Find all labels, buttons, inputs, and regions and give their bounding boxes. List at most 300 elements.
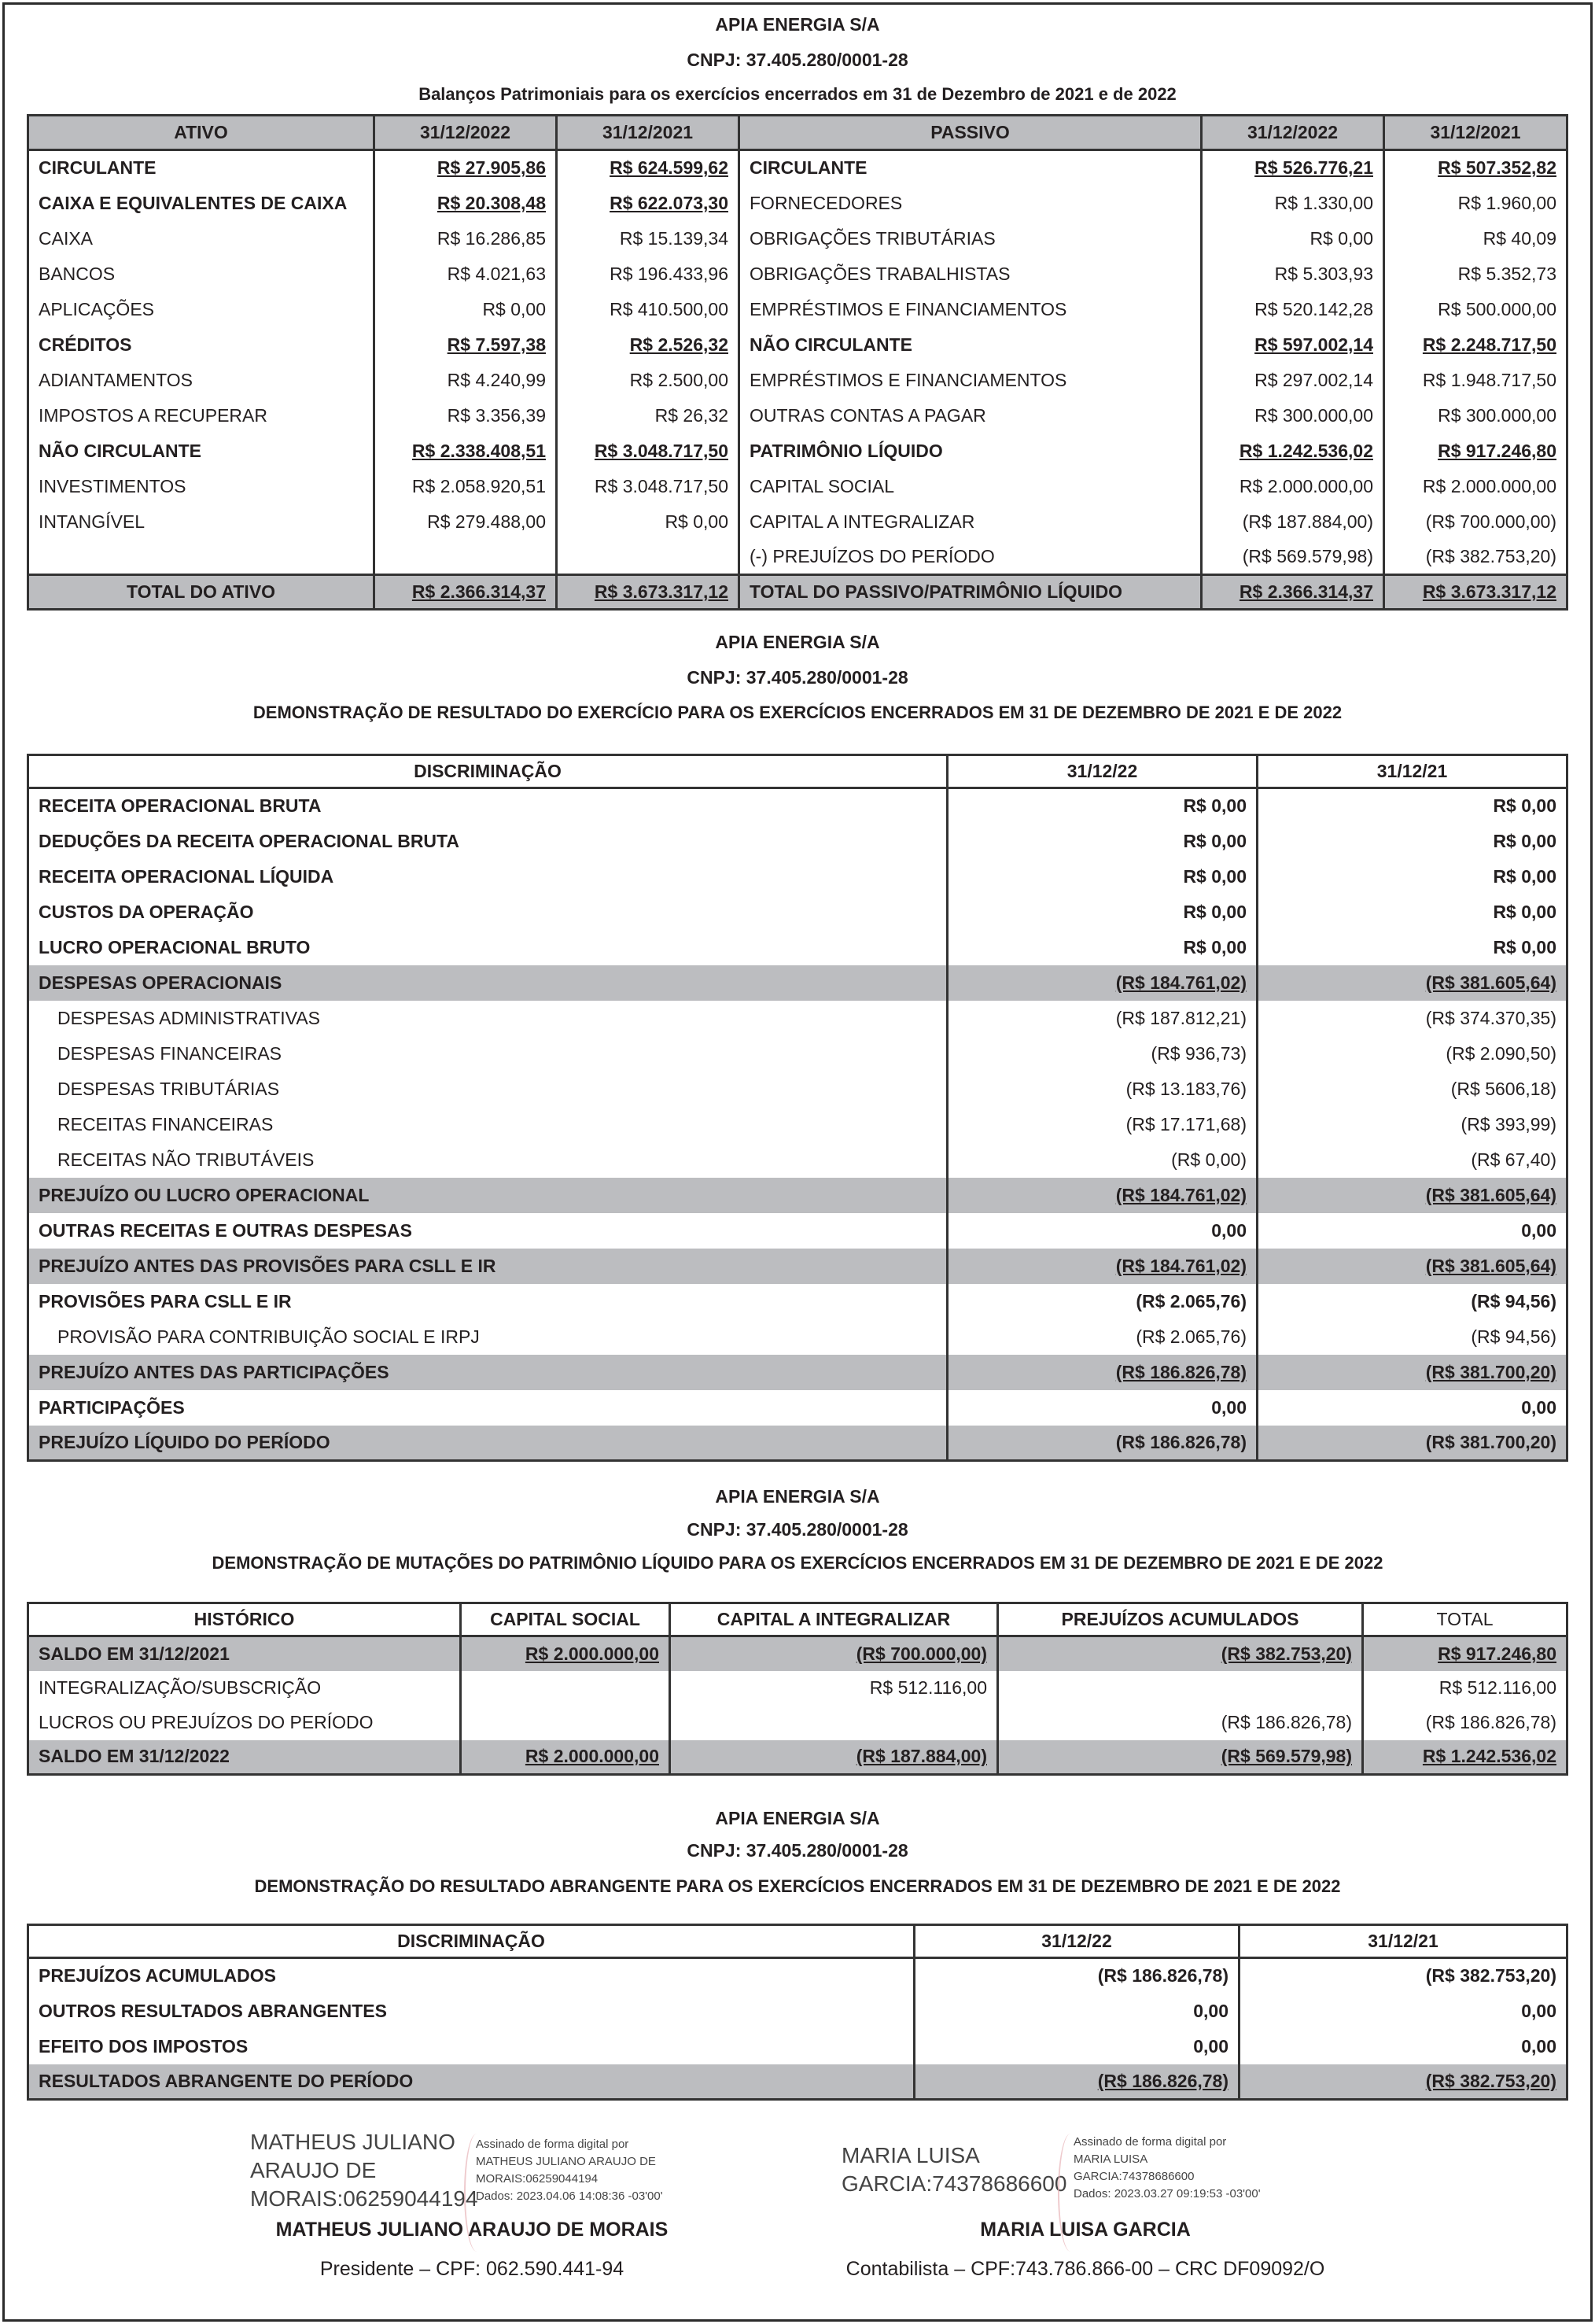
asset-label-text: CAIXA: [39, 227, 94, 249]
asset-label: [28, 398, 374, 433]
liability-label-text: PATRIMÔNIO LÍQUIDO: [750, 440, 943, 461]
asset-value-text: R$ 7.597,38: [447, 334, 546, 355]
asset-value: [557, 504, 739, 540]
company-name: APIA ENERGIA S/A: [715, 1486, 880, 1507]
value-2021-text: (R$ 382.753,20): [1425, 1965, 1556, 1986]
liability-label: [739, 398, 1202, 433]
liability-value-text: R$ 1.242.536,02: [1239, 440, 1373, 461]
column-header-text: ATIVO: [174, 122, 228, 142]
value-2021-text: (R$ 5606,18): [1450, 1078, 1556, 1099]
total-asset-value-text: R$ 3.673.317,12: [594, 581, 728, 602]
value-2022: [948, 1319, 1258, 1355]
table-row: [28, 186, 1567, 221]
asset-value-text: R$ 279.488,00: [427, 511, 546, 532]
asset-value: [557, 327, 739, 363]
value-cell: [461, 1636, 670, 1671]
value-2022-text: 0,00: [1211, 1396, 1247, 1418]
column-header: [1240, 1925, 1567, 1958]
total-asset-label: [28, 575, 374, 610]
liability-value: [1384, 363, 1567, 398]
asset-label-text: CRÉDITOS: [39, 334, 132, 355]
value-cell: [461, 1740, 670, 1775]
asset-label-text: CIRCULANTE: [39, 157, 157, 179]
asset-value-text: R$ 2.338.408,51: [411, 440, 546, 461]
value-2021-text: (R$ 381.605,64): [1425, 1184, 1556, 1205]
column-header: [1384, 116, 1567, 150]
asset-value: [374, 433, 557, 469]
row-label: [28, 1355, 948, 1390]
value-cell-text: R$ 512.116,00: [1438, 1677, 1556, 1698]
digital-signature-2: [842, 2141, 1066, 2198]
asset-value-text: R$ 622.073,30: [610, 192, 728, 213]
row-label-text: PREJUÍZO LÍQUIDO DO PERÍODO: [39, 1431, 330, 1452]
asset-value: [557, 186, 739, 221]
header-row: [28, 1925, 1567, 1958]
value-2021: [1258, 930, 1567, 965]
liability-value: [1384, 433, 1567, 469]
row-label: [28, 1001, 948, 1036]
column-header: [998, 1603, 1363, 1636]
cnpj: CNPJ: 37.405.280/0001-28: [687, 1519, 908, 1540]
total-asset-label-text: TOTAL DO ATIVO: [126, 581, 276, 602]
value-2022: [948, 1249, 1258, 1284]
company-name: APIA ENERGIA S/A: [715, 14, 880, 35]
asset-value-text: R$ 20.308,48: [437, 192, 546, 213]
balance-title: Balanços Patrimoniais para os exercícios encerrados em 31 de Dezembro de 2021 e de 2022: [418, 84, 1177, 104]
cnpj: CNPJ: 37.405.280/0001-28: [687, 1840, 908, 1861]
value-2021-text: R$ 0,00: [1493, 901, 1556, 922]
liability-value: [1202, 256, 1384, 292]
row-label: [28, 1958, 915, 1994]
table-row: [28, 504, 1567, 540]
dmpl-title: DEMONSTRAÇÃO DE MUTAÇÕES DO PATRIMÔNIO LÍQUIDO PARA OS EXERCÍCIOS ENCERRADOS EM 31 DE DEZEMBRO DE 2021 E DE 2022: [212, 1553, 1383, 1573]
digital-name-line: ARAUJO DE: [250, 2158, 377, 2182]
asset-value: [374, 327, 557, 363]
column-header: [28, 116, 374, 150]
column-header: [28, 1925, 915, 1958]
value-2021: [1258, 965, 1567, 1001]
sig-info: MATHEUS JULIANO ARAUJO DE: [476, 2155, 656, 2168]
asset-value: [557, 292, 739, 327]
column-header: [28, 755, 948, 788]
liability-value-text: R$ 507.352,82: [1438, 157, 1556, 179]
value-2021: [1258, 1390, 1567, 1426]
value-cell: [1363, 1636, 1567, 1671]
value-2021: [1240, 2064, 1567, 2100]
value-2022: [948, 788, 1258, 824]
table-row: [28, 1001, 1567, 1036]
column-header: [1363, 1603, 1567, 1636]
liability-label: [739, 221, 1202, 256]
liability-label-text: OBRIGAÇÕES TRABALHISTAS: [750, 263, 1011, 284]
value-2022-text: 0,00: [1193, 2000, 1228, 2021]
table-row: [28, 1355, 1567, 1390]
value-2021-text: (R$ 382.753,20): [1425, 2070, 1556, 2091]
digital-name-line: MATHEUS JULIANO: [250, 2130, 455, 2154]
value-cell-text: R$ 917.246,80: [1438, 1643, 1556, 1664]
column-header-text: 31/12/21: [1376, 761, 1448, 781]
liability-value: [1202, 292, 1384, 327]
value-2022-text: (R$ 186.826,78): [1097, 2070, 1228, 2091]
asset-label-text: APLICAÇÕES: [39, 298, 154, 319]
table-row: [28, 540, 1567, 575]
liability-label: [739, 469, 1202, 504]
liability-value: [1384, 540, 1567, 575]
row-label-text: DESPESAS TRIBUTÁRIAS: [57, 1078, 280, 1099]
sig-info: GARCIA:74378686600: [1074, 2170, 1195, 2183]
row-label: [28, 1284, 948, 1319]
table-row: [28, 1958, 1567, 1994]
value-2021-text: (R$ 2.090,50): [1446, 1042, 1556, 1064]
liability-label-text: CAPITAL SOCIAL: [750, 475, 895, 496]
asset-label-text: INVESTIMENTOS: [39, 475, 186, 496]
value-2022-text: (R$ 186.826,78): [1115, 1431, 1247, 1452]
column-header-text: 31/12/2022: [1247, 122, 1339, 142]
column-header: [1258, 755, 1567, 788]
value-2021-text: R$ 0,00: [1493, 865, 1556, 887]
signer-name: MATHEUS JULIANO ARAUJO DE MORAIS: [275, 2219, 669, 2241]
value-2021: [1258, 1355, 1567, 1390]
asset-value: [374, 256, 557, 292]
column-header: [915, 1925, 1240, 1958]
liability-value: [1384, 150, 1567, 186]
asset-label: [28, 186, 374, 221]
column-header-text: HISTÓRICO: [193, 1609, 295, 1629]
value-2022-text: (R$ 936,73): [1151, 1042, 1247, 1064]
value-2022: [915, 2064, 1240, 2100]
row-label-text: RECEITAS NÃO TRIBUTÁVEIS: [57, 1149, 315, 1170]
value-2022: [915, 2029, 1240, 2064]
table-row: [28, 150, 1567, 186]
row-label: [28, 1072, 948, 1107]
table-row: [28, 1213, 1567, 1249]
row-label-text: PROVISÃO PARA CONTRIBUIÇÃO SOCIAL E IRPJ: [57, 1326, 480, 1347]
sig-info: Assinado de forma digital por: [476, 2138, 629, 2151]
value-2021: [1258, 1072, 1567, 1107]
value-2022: [915, 1994, 1240, 2029]
total-liability-value: [1384, 575, 1567, 610]
dre-title: DEMONSTRAÇÃO DE RESULTADO DO EXERCÍCIO PARA OS EXERCÍCIOS ENCERRADOS EM 31 DE DEZEMBRO DE 2021 E DE 2022: [252, 703, 1343, 722]
value-2022: [948, 1213, 1258, 1249]
dra-title: DEMONSTRAÇÃO DO RESULTADO ABRANGENTE PARA OS EXERCÍCIOS ENCERRADOS EM 31 DE DEZEMBRO DE 2021 E DE 2022: [254, 1876, 1341, 1896]
value-2022-text: (R$ 186.826,78): [1097, 1965, 1228, 1986]
value-2021-text: (R$ 381.700,20): [1425, 1361, 1556, 1382]
asset-label-text: CAIXA E EQUIVALENTES DE CAIXA: [39, 192, 348, 213]
liability-value-text: R$ 300.000,00: [1438, 404, 1556, 426]
liability-label: [739, 504, 1202, 540]
asset-value: [557, 469, 739, 504]
liability-value: [1384, 186, 1567, 221]
asset-value-text: R$ 3.048.717,50: [594, 475, 728, 496]
asset-value-text: R$ 0,00: [665, 511, 728, 532]
value-cell: [998, 1740, 1363, 1775]
value-2022: [948, 1036, 1258, 1072]
value-2022: [948, 1390, 1258, 1426]
asset-value: [374, 398, 557, 433]
asset-label: [28, 221, 374, 256]
value-cell: [461, 1706, 670, 1740]
value-2021-text: R$ 0,00: [1493, 795, 1556, 817]
table-row: [28, 469, 1567, 504]
table-row: [28, 292, 1567, 327]
value-2021-text: (R$ 94,56): [1471, 1326, 1556, 1347]
table-row: [28, 1426, 1567, 1461]
asset-value-text: R$ 16.286,85: [437, 227, 546, 249]
value-cell: [670, 1740, 998, 1775]
liability-value-text: R$ 0,00: [1310, 227, 1373, 249]
row-label: [28, 1178, 948, 1213]
row-label: [28, 1426, 948, 1461]
value-2022-text: (R$ 17.171,68): [1125, 1113, 1247, 1134]
column-header: [461, 1603, 670, 1636]
value-2021: [1258, 824, 1567, 859]
liability-value-text: R$ 5.303,93: [1274, 263, 1373, 284]
table-row: [28, 433, 1567, 469]
table-row: [28, 1319, 1567, 1355]
liability-value: [1202, 327, 1384, 363]
row-label: [28, 895, 948, 930]
value-2021-text: (R$ 381.605,64): [1425, 972, 1556, 993]
liability-label-text: EMPRÉSTIMOS E FINANCIAMENTOS: [750, 369, 1067, 390]
digital-signature-info-1: [476, 2136, 663, 2205]
value-2022-text: R$ 0,00: [1183, 865, 1247, 887]
row-label-text: EFEITO DOS IMPOSTOS: [39, 2035, 249, 2057]
row-label-text: DESPESAS FINANCEIRAS: [57, 1042, 282, 1064]
row-label: [28, 788, 948, 824]
income-statement-table: [27, 754, 1568, 1462]
row-label-text: SALDO EM 31/12/2021: [39, 1643, 230, 1664]
table-row: [28, 2064, 1567, 2100]
equity-changes-table: [27, 1602, 1568, 1776]
row-label-text: PROVISÕES PARA CSLL E IR: [39, 1290, 292, 1311]
table-row: [28, 2029, 1567, 2064]
asset-label: [28, 469, 374, 504]
value-2021-text: R$ 0,00: [1493, 830, 1556, 851]
total-asset-value: [557, 575, 739, 610]
column-header: [374, 116, 557, 150]
asset-value-text: R$ 26,32: [654, 404, 728, 426]
value-2021: [1258, 1178, 1567, 1213]
liability-value: [1384, 327, 1567, 363]
value-2021: [1240, 1994, 1567, 2029]
value-2022-text: R$ 0,00: [1183, 936, 1247, 957]
asset-value: [557, 398, 739, 433]
digital-signature-info-2: [1074, 2134, 1261, 2203]
liability-value-text: R$ 597.002,14: [1254, 334, 1373, 355]
liability-value-text: (R$ 382.753,20): [1425, 545, 1556, 566]
value-2022: [948, 1072, 1258, 1107]
row-label: [28, 1636, 461, 1671]
total-liability-value-text: R$ 2.366.314,37: [1239, 581, 1373, 602]
table-row: [28, 895, 1567, 930]
row-label: [28, 824, 948, 859]
table-row: [28, 1249, 1567, 1284]
liability-label: [739, 327, 1202, 363]
row-label: [28, 1671, 461, 1706]
value-2021-text: (R$ 393,99): [1461, 1113, 1556, 1134]
value-cell-text: (R$ 187.884,00): [856, 1746, 987, 1767]
signer-role: Contabilista – CPF:743.786.866-00 – CRC DF09092/O: [845, 2258, 1325, 2280]
asset-value: [557, 433, 739, 469]
row-label-text: RECEITA OPERACIONAL BRUTA: [39, 795, 322, 817]
asset-label-text: NÃO CIRCULANTE: [39, 440, 201, 461]
liability-value: [1384, 256, 1567, 292]
comprehensive-income-table: [27, 1924, 1568, 2101]
liability-value: [1202, 221, 1384, 256]
value-cell: [1363, 1671, 1567, 1706]
asset-label: [28, 327, 374, 363]
row-label-text: LUCROS OU PREJUÍZOS DO PERÍODO: [39, 1712, 374, 1732]
column-header-text: TOTAL: [1436, 1609, 1494, 1629]
liability-value: [1384, 469, 1567, 504]
liability-label: [739, 540, 1202, 575]
value-2022-text: (R$ 13.183,76): [1125, 1078, 1247, 1099]
total-liability-value: [1202, 575, 1384, 610]
value-2021: [1240, 2029, 1567, 2064]
column-header: [948, 755, 1258, 788]
row-label: [28, 965, 948, 1001]
column-header-text: PREJUÍZOS ACUMULADOS: [1061, 1609, 1299, 1629]
liability-label-text: NÃO CIRCULANTE: [750, 334, 912, 355]
value-cell: [461, 1671, 670, 1706]
asset-value: [374, 540, 557, 575]
liability-value-text: R$ 297.002,14: [1254, 369, 1373, 390]
signer-name: MARIA LUISA GARCIA: [980, 2219, 1191, 2241]
row-label-text: OUTRAS RECEITAS E OUTRAS DESPESAS: [39, 1219, 412, 1241]
value-2022: [948, 1355, 1258, 1390]
header-row: [28, 1603, 1567, 1636]
asset-label: [28, 433, 374, 469]
value-2021-text: 0,00: [1521, 1219, 1556, 1241]
table-row: [28, 327, 1567, 363]
digital-signature-1: [250, 2128, 478, 2213]
asset-value-text: R$ 410.500,00: [610, 298, 728, 319]
value-2022: [948, 895, 1258, 930]
table-row: [28, 1107, 1567, 1142]
liability-value: [1202, 363, 1384, 398]
liability-label: [739, 186, 1202, 221]
value-2022: [948, 859, 1258, 895]
table-row: [28, 363, 1567, 398]
liability-value-text: (R$ 187.884,00): [1242, 511, 1373, 532]
value-2021-text: 0,00: [1521, 2035, 1556, 2057]
row-label: [28, 930, 948, 965]
table-row: [28, 398, 1567, 433]
asset-value: [374, 150, 557, 186]
total-asset-value: [374, 575, 557, 610]
value-cell: [998, 1706, 1363, 1740]
asset-label: [28, 363, 374, 398]
asset-value-text: R$ 624.599,62: [610, 157, 728, 179]
value-cell: [1363, 1706, 1567, 1740]
row-label-text: PREJUÍZO ANTES DAS PARTICIPAÇÕES: [39, 1361, 389, 1382]
value-2022-text: (R$ 186.826,78): [1115, 1361, 1247, 1382]
value-cell-text: R$ 2.000.000,00: [525, 1746, 659, 1767]
liability-value-text: R$ 1.948.717,50: [1422, 369, 1556, 390]
asset-label-text: ADIANTAMENTOS: [39, 369, 193, 390]
total-liability-value-text: R$ 3.673.317,12: [1422, 581, 1556, 602]
liability-value: [1202, 186, 1384, 221]
value-2021-text: R$ 0,00: [1493, 936, 1556, 957]
liability-label-text: CIRCULANTE: [750, 157, 867, 179]
table-row: [28, 1284, 1567, 1319]
row-label: [28, 1142, 948, 1178]
value-2021: [1258, 1036, 1567, 1072]
column-header-text: DISCRIMINAÇÃO: [397, 1931, 545, 1951]
row-label-text: CUSTOS DA OPERAÇÃO: [39, 901, 254, 922]
row-label-text: RECEITA OPERACIONAL LÍQUIDA: [39, 865, 334, 887]
value-2022-text: 0,00: [1193, 2035, 1228, 2057]
liability-value-text: R$ 526.776,21: [1254, 157, 1373, 179]
value-cell-text: (R$ 382.753,20): [1221, 1643, 1352, 1664]
value-2022-text: (R$ 2.065,76): [1136, 1326, 1247, 1347]
cnpj: CNPJ: 37.405.280/0001-28: [687, 667, 908, 688]
liability-label: [739, 363, 1202, 398]
asset-value-text: R$ 196.433,96: [610, 263, 728, 284]
asset-label: [28, 150, 374, 186]
asset-value: [374, 469, 557, 504]
value-cell-text: R$ 2.000.000,00: [525, 1643, 659, 1664]
liability-label-text: OUTRAS CONTAS A PAGAR: [750, 404, 986, 426]
asset-value-text: R$ 3.356,39: [447, 404, 546, 426]
value-cell: [998, 1671, 1363, 1706]
row-label: [28, 1213, 948, 1249]
liability-label: [739, 433, 1202, 469]
value-2021: [1258, 1319, 1567, 1355]
row-label: [28, 1390, 948, 1426]
asset-value: [374, 504, 557, 540]
table-row: [28, 1994, 1567, 2029]
company-name: APIA ENERGIA S/A: [715, 632, 880, 652]
value-cell-text: (R$ 186.826,78): [1221, 1712, 1352, 1732]
signer-role: Presidente – CPF: 062.590.441-94: [319, 2258, 624, 2280]
value-cell: [670, 1636, 998, 1671]
liability-value: [1384, 221, 1567, 256]
table-row: [28, 788, 1567, 824]
column-header-text: CAPITAL A INTEGRALIZAR: [716, 1609, 951, 1629]
value-2022: [948, 1284, 1258, 1319]
value-2022-text: R$ 0,00: [1183, 830, 1247, 851]
row-label-text: OUTROS RESULTADOS ABRANGENTES: [39, 2000, 387, 2021]
value-2022: [948, 1426, 1258, 1461]
column-header-text: CAPITAL SOCIAL: [490, 1609, 640, 1629]
liability-value-text: R$ 1.960,00: [1457, 192, 1556, 213]
liability-value-text: R$ 2.248.717,50: [1422, 334, 1556, 355]
value-2022: [948, 1142, 1258, 1178]
table-row: [28, 1072, 1567, 1107]
column-header-text: 31/12/21: [1368, 1931, 1438, 1951]
column-header: [739, 116, 1202, 150]
column-header-text: 31/12/22: [1066, 761, 1138, 781]
value-2022: [948, 1107, 1258, 1142]
liability-value: [1202, 540, 1384, 575]
value-cell: [670, 1671, 998, 1706]
row-label: [28, 2064, 915, 2100]
value-2022: [915, 1958, 1240, 1994]
row-label: [28, 1706, 461, 1740]
value-2022-text: R$ 0,00: [1183, 901, 1247, 922]
table-row: [28, 1390, 1567, 1426]
liability-value: [1202, 433, 1384, 469]
total-liability-label: [739, 575, 1202, 610]
value-2021: [1258, 1213, 1567, 1249]
value-cell-text: (R$ 186.826,78): [1425, 1712, 1556, 1732]
table-row: [28, 1178, 1567, 1213]
column-header: [557, 116, 739, 150]
liability-value: [1202, 398, 1384, 433]
row-label-text: RESULTADOS ABRANGENTE DO PERÍODO: [39, 2070, 414, 2091]
value-2022: [948, 824, 1258, 859]
